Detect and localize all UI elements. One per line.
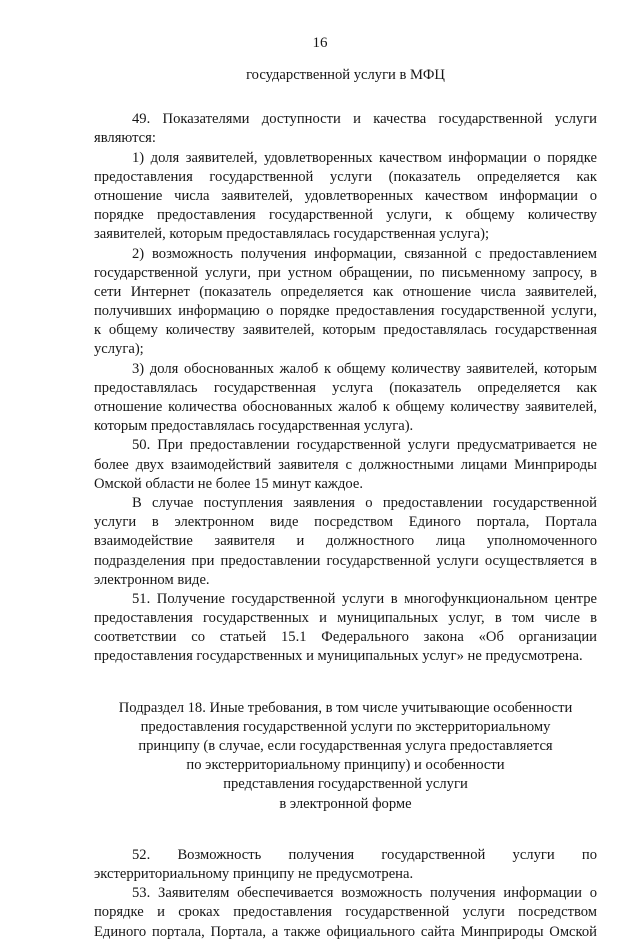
text-line: предоставления государственных и муниципальных услуг, в том числе в	[94, 610, 597, 627]
paragraph-49	[94, 110, 597, 148]
text-line: государственной услуги, при устном обращении, по письменному запросу, в	[94, 264, 597, 281]
text-line: 2) возможность получения информации, связанной с предоставлением	[132, 245, 597, 262]
item-1	[94, 149, 597, 245]
text-line: 50. При предоставлении государственной услуги предусматривается не	[132, 437, 597, 454]
text-line: порядке и сроках предоставления государственной услуги посредством	[94, 904, 597, 921]
heading-line: в электронной форме	[279, 795, 412, 812]
text-line: предоставления государственных и муниципальных услуг» не предусмотрена.	[94, 648, 583, 665]
text-line: более двух взаимодействий заявителя с должностными лицами Минприроды	[94, 456, 597, 473]
heading-line: предоставления государственной услуги по экстерриториальному	[140, 718, 551, 735]
paragraph-50	[94, 436, 597, 494]
text-line: услуги в электронном виде посредством Единого портала, Портала	[94, 514, 597, 531]
text-line: электронном виде.	[94, 571, 210, 588]
text-line: предоставлялась государственная услуга (показатель определяется как	[94, 379, 597, 396]
text-line: порядке предоставления государственной услуги, к общему количеству	[94, 207, 597, 224]
paragraph-51	[94, 590, 597, 667]
text-line: предоставления государственной услуги (показатель определяется как	[94, 168, 597, 185]
item-3	[94, 360, 597, 437]
heading-line: представления государственной услуги	[223, 776, 468, 793]
text-line: 3) доля обоснованных жалоб к общему количеству заявителей, которым	[132, 360, 597, 377]
subsection-18-heading	[94, 699, 597, 814]
text-line: заявителей, которым предоставлялась государственная услуга);	[94, 226, 489, 243]
text-line: отношение количества обоснованных жалоб к общему количеству заявителей,	[94, 399, 597, 415]
continued-heading-line: государственной услуги в МФЦ	[246, 67, 445, 83]
text-line: являются:	[94, 130, 156, 147]
heading-line: принципу (в случае, если государственная услуга предоставляется	[138, 738, 553, 754]
text-line: В случае поступления заявления о предоставлении государственной	[132, 494, 597, 511]
paragraph-53	[94, 884, 597, 942]
paragraph-electronic	[94, 494, 597, 590]
text-line: подразделения при предоставлении государственной услуги осуществляется в	[94, 552, 597, 569]
text-line: получивших информацию о порядке предоставления государственной услуги,	[94, 303, 597, 320]
text-line: 53. Заявителям обеспечивается возможность получения информации о	[132, 885, 597, 902]
text-line: сети Интернет (показатель определяется как отношение числа заявителей,	[94, 283, 597, 300]
text-line: Омской области не более 15 минут каждое.	[94, 475, 364, 492]
paragraph-52	[94, 846, 597, 884]
text-line: Единого портала, Портала, а также официального сайта Минприроды Омской	[94, 923, 597, 940]
heading-line: Подраздел 18. Иные требования, в том числе учитывающие особенности	[118, 699, 573, 716]
text-line: соответствии со статьей 15.1 Федерального закона «Об организации	[94, 629, 597, 646]
text-line: к общему количеству заявителей, которым предоставлялась государственная	[94, 322, 597, 339]
page-number: 16	[312, 35, 328, 51]
text-line: отношение числа заявителей, удовлетворенных качеством информации о	[94, 187, 597, 204]
text-line: которым предоставлялась государственная услуга).	[94, 418, 414, 435]
heading-line: по экстерриториальному принципу) и особенности	[186, 757, 505, 774]
item-2	[94, 245, 597, 360]
page-body	[94, 66, 597, 942]
text-line: 52. Возможность получения государственной услуги по	[132, 846, 597, 863]
text-line: услуга);	[94, 341, 144, 358]
text-line: 1) доля заявителей, удовлетворенных качеством информации о порядке	[132, 149, 597, 166]
text-line: 51. Получение государственной услуги в многофункциональном центре	[132, 590, 597, 607]
text-line: 49. Показателями доступности и качества государственной услуги	[132, 111, 597, 128]
text-line: взаимодействие заявителя и должностного лица уполномоченного	[94, 533, 597, 550]
text-line: экстерриториальному принципу не предусмотрена.	[94, 865, 414, 882]
